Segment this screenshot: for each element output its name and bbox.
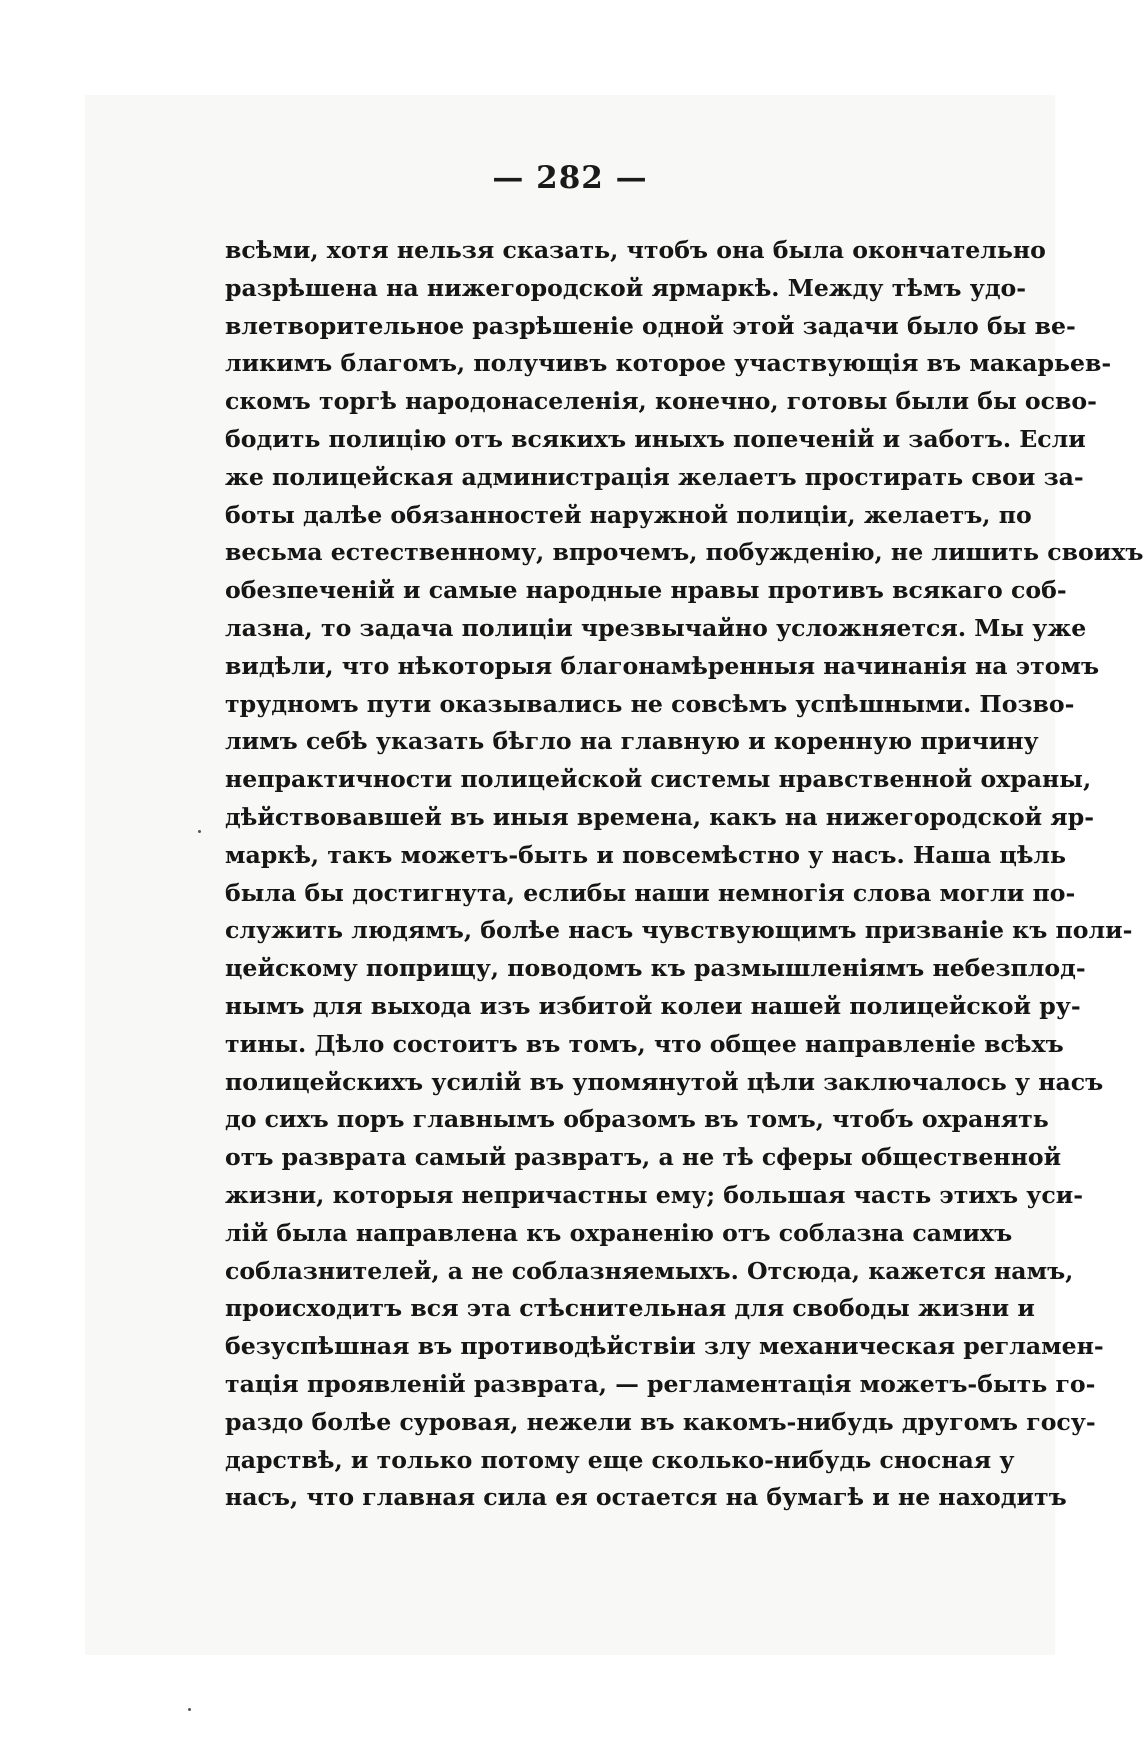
text-line: разрѣшена на нижегородской ярмаркѣ. Между тѣмъ удо- <box>225 273 1027 302</box>
text-line: маркѣ, такъ можетъ-быть и повсемѣстно у насъ. Наша цѣль <box>225 840 1067 869</box>
text-line: влетворительное разрѣшеніе одной этой задачи было бы ве- <box>225 311 1076 340</box>
text-line: жизни, которыя непричастны ему; большая часть этихъ уси- <box>225 1180 1084 1209</box>
text-line: отъ разврата самый развратъ, а не тѣ сферы общественной <box>225 1143 1062 1172</box>
text-line: безуспѣшная въ противодѣйствіи злу механическая регламен- <box>225 1332 1104 1361</box>
page-number: — 282 — <box>492 160 648 196</box>
text-line: лимъ себѣ указать бѣгло на главную и коренную причину <box>225 727 1039 756</box>
text-line: же полицейская администрація желаетъ простирать свои за- <box>225 462 1084 491</box>
text-line: насъ, что главная сила ея остается на бумагѣ и не находитъ <box>225 1483 1067 1512</box>
text-line: ликимъ благомъ, получивъ которое участвующія въ макарьев- <box>225 349 1112 378</box>
text-line: соблазнителей, а не соблазняемыхъ. Отсюда, кажется намъ, <box>225 1256 1074 1285</box>
body-text <box>225 232 1143 1517</box>
text-line: боты далѣе обязанностей наружной полиціи, желаетъ, по <box>225 500 1032 529</box>
text-line: бодить полицію отъ всякихъ иныхъ попеченій и заботъ. Если <box>225 424 1086 453</box>
text-line: дѣйствовавшей въ иныя времена, какъ на нижегородской яр- <box>225 802 1095 831</box>
text-line: непрактичности полицейской системы нравственной охраны, <box>225 765 1092 794</box>
text-line: лазна, то задача полиціи чрезвычайно усложняется. Мы уже <box>225 613 1087 642</box>
text-line: раздо болѣе суровая, нежели въ какомъ-нибудь другомъ госу- <box>225 1407 1096 1436</box>
text-line: до сихъ поръ главнымъ образомъ въ томъ, чтобъ охранять <box>225 1105 1049 1134</box>
text-line: тація проявленій разврата, — регламентація можетъ-быть го- <box>225 1369 1096 1398</box>
text-line: цейскому поприщу, поводомъ къ размышленіямъ небезплод- <box>225 954 1086 983</box>
text-line: полицейскихъ усилій въ упомянутой цѣли заключалось у насъ <box>225 1067 1104 1096</box>
scan-speck <box>198 830 201 833</box>
text-line: лій была направлена къ охраненію отъ соблазна самихъ <box>225 1218 1013 1247</box>
scan-speck <box>188 1708 191 1711</box>
text-line: всѣми, хотя нельзя сказать, чтобъ она была окончательно <box>225 236 1046 264</box>
text-line: трудномъ пути оказывались не совсѣмъ успѣшными. Позво- <box>225 689 1075 718</box>
text-line: служить людямъ, болѣе насъ чувствующимъ призваніе къ поли- <box>225 916 1133 945</box>
text-line: дарствѣ, и только потому еще сколько-нибудь сносная у <box>225 1445 1015 1474</box>
text-line: скомъ торгѣ народонаселенія, конечно, готовы были бы осво- <box>225 387 1097 416</box>
text-line: была бы достигнута, еслибы наши немногія слова могли по- <box>225 878 1076 907</box>
text-line: обезпеченій и самые народные нравы противъ всякаго соб- <box>225 576 1067 605</box>
text-line: происходитъ вся эта стѣснительная для свободы жизни и <box>225 1294 1035 1323</box>
text-line: весьма естественному, впрочемъ, побужденію, не лишить своихъ <box>225 538 1143 567</box>
text-line: тины. Дѣло состоитъ въ томъ, что общее направленіе всѣхъ <box>225 1029 1064 1058</box>
text-line: видѣли, что нѣкоторыя благонамѣренныя начинанія на этомъ <box>225 651 1100 680</box>
text-line: нымъ для выхода изъ избитой колеи нашей полицейской ру- <box>225 991 1081 1020</box>
